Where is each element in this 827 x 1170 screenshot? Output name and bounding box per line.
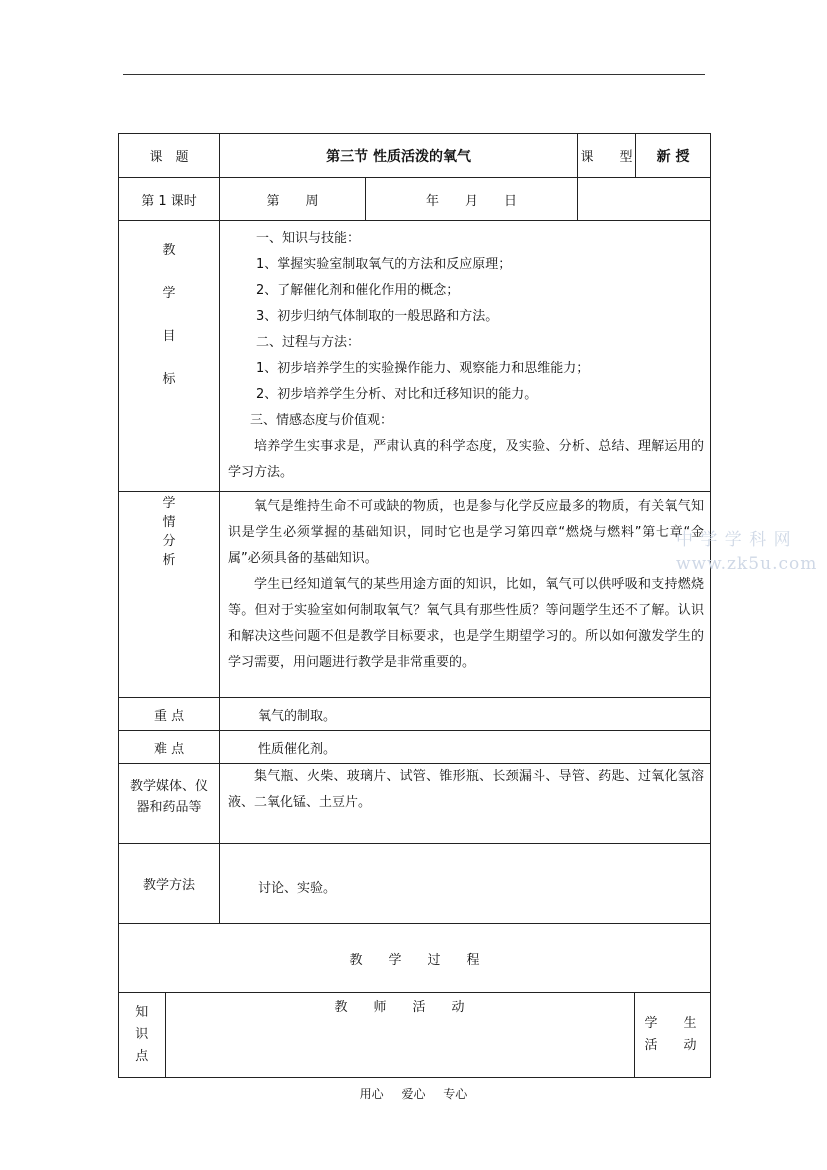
media-label-line: 教学媒体、仪 [130,779,209,794]
row-difficulty [119,731,711,764]
knowledge-label [119,993,165,1077]
type-value: 新 授 [636,134,711,178]
objectives-label-char: 学 [162,286,176,301]
watermark [676,528,827,576]
row-method [119,844,711,924]
media-content [220,764,711,844]
media-label-line: 器和药品等 [136,800,202,815]
lesson-plan-table [118,133,711,1078]
page-footer: 用心 爱心 专心 [359,1087,468,1101]
row-analysis [119,492,711,698]
week-field: 第 周 [220,178,366,221]
objective-line: 2、了解催化剂和催化作用的概念； [256,283,460,298]
analysis-paragraph: 学生已经知道氧气的某些用途方面的知识，比如，氧气可以供呼吸和支持燃烧等。但对于实验室如何制取氧气？氧气具有那些性质？等问题学生还不了解。认识和解决这些问题不但是教学目标要求，也是学生期望学习的。所以如何激发学生的学习需要，用问题进行教学是非常重要的。 [228,577,705,670]
topic-label: 课 题 [119,134,220,178]
row-key-point [119,698,711,731]
objectives-label-char: 教 [162,243,176,258]
row-media [119,764,711,844]
objective-line: 三、情感态度与价值观： [250,413,394,428]
objective-line: 一、知识与技能： [256,231,361,246]
analysis-paragraph: 氧气是维持生命不可或缺的物质，也是参与化学反应最多的物质，有关氧气知识是学生必须掌握的基础知识，同时它也是学习第四章“燃烧与燃料”第七章“金属”必须具备的基础知识。 [228,499,705,566]
media-value: 集气瓶、火柴、玻璃片、试管、锥形瓶、长颈漏斗、导管、药匙、过氧化氢溶液、二氧化锰、土豆片。 [228,769,705,810]
student-activity-line: 活 动 [644,1038,697,1053]
method-value: 讨论、实验。 [220,844,711,924]
process-title: 教 学 过 程 [119,924,711,993]
analysis-label-char: 情 [162,515,176,530]
process-header-cell [119,993,711,1078]
watermark-line: www.zk5u.com [676,554,818,574]
date-field: 年 月 日 [366,178,578,221]
objective-line: 2、初步培养学生分析、对比和迁移知识的能力。 [256,387,538,402]
process-header-table [119,993,710,1077]
row-process-title [119,924,711,993]
analysis-label [119,492,220,698]
row-objectives [119,221,711,492]
student-activity-line: 学 生 [644,1016,697,1031]
row-process-header [119,993,711,1078]
objective-line: 1、初步培养学生的实验操作能力、观察能力和思维能力； [256,361,590,376]
header-rule [123,74,705,75]
objectives-label-char: 目 [162,329,176,344]
objectives-label-char: 标 [162,372,176,387]
lesson-number: 第 1 课时 [119,178,220,221]
objectives-label [119,221,220,492]
analysis-label-char: 析 [162,553,176,568]
objective-line: 二、过程与方法： [256,335,361,350]
watermark-line: 中 学 学 科 网 [676,530,792,550]
objective-paragraph: 培养学生实事求是，严肃认真的科学态度，及实验、分析、总结、理解运用的学习方法。 [228,439,705,480]
knowledge-label-char: 识 [135,1027,149,1042]
analysis-content [220,492,711,698]
topic-title: 第三节 性质活泼的氧气 [220,134,578,178]
difficulty-label: 难 点 [119,731,220,764]
row-schedule [119,178,711,221]
analysis-label-char: 学 [162,496,176,511]
teacher-activity-label: 教 师 活 动 [165,993,634,1077]
knowledge-label-char: 知 [135,1005,149,1020]
row-topic [119,134,711,178]
knowledge-label-char: 点 [135,1049,149,1064]
key-point-value: 氧气的制取。 [220,698,711,731]
type-label: 课 型 [578,134,636,178]
objectives-content [220,221,711,492]
key-point-label: 重 点 [119,698,220,731]
method-label: 教学方法 [119,844,220,924]
media-label [119,764,220,844]
difficulty-value: 性质催化剂。 [220,731,711,764]
objective-line: 3、初步归纳气体制取的一般思路和方法。 [256,309,499,324]
student-activity-label [634,993,710,1077]
schedule-blank [578,178,711,221]
objective-line: 1、掌握实验室制取氧气的方法和反应原理； [256,257,512,272]
analysis-label-char: 分 [162,534,176,549]
